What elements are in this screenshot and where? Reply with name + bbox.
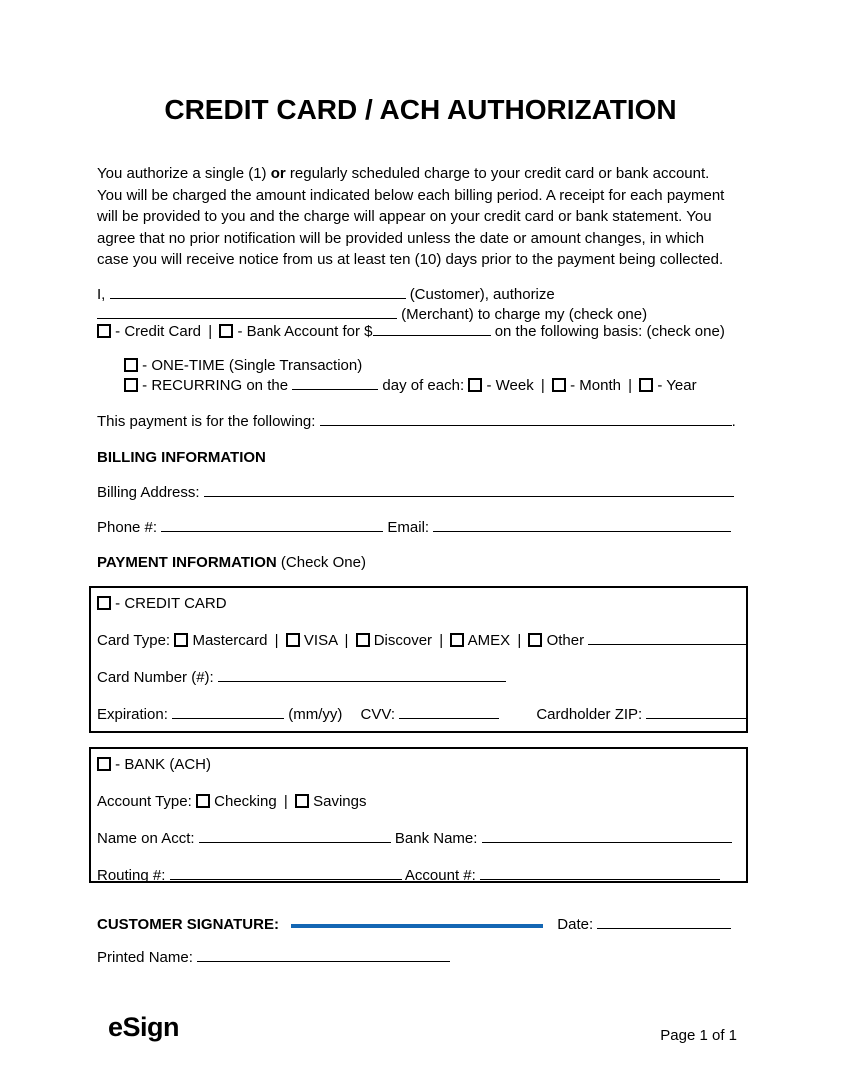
- customer-row: [97, 286, 555, 304]
- esign-logo: eSign: [108, 1012, 180, 1042]
- month-label: - Month: [570, 377, 621, 394]
- year-checkbox[interactable]: [639, 378, 653, 392]
- separator: |: [628, 377, 633, 394]
- visa-checkbox[interactable]: [286, 633, 300, 647]
- printed-name-label: Printed Name:: [97, 949, 193, 966]
- cardholder-zip-line[interactable]: [646, 706, 746, 719]
- savings-label: Savings: [313, 793, 367, 810]
- other-card-checkbox[interactable]: [528, 633, 542, 647]
- merchant-suffix: (Merchant) to charge my (check one): [401, 306, 648, 323]
- billing-address-row: [97, 484, 734, 502]
- phone-label: Phone #:: [97, 519, 158, 536]
- account-number-line[interactable]: [480, 867, 720, 880]
- payment-heading-note: (Check One): [280, 554, 366, 571]
- card-type-row: [97, 632, 736, 650]
- intro-line-2: You will be charged the amount indicated below each billing period. A receipt for each payment: [97, 186, 725, 204]
- routing-line[interactable]: [170, 867, 402, 880]
- mastercard-label: Mastercard: [192, 632, 268, 649]
- checking-label: Checking: [214, 793, 277, 810]
- credit-card-section: [89, 586, 748, 733]
- purpose-label: This payment is for the following:: [97, 413, 316, 430]
- one-time-row: [124, 357, 362, 375]
- name-bank-row: [97, 830, 736, 848]
- expiration-label: Expiration:: [97, 706, 168, 723]
- recurring-day-line[interactable]: [292, 377, 378, 390]
- account-number-label: Account #:: [404, 867, 476, 884]
- charge-method-row: [97, 323, 725, 341]
- separator: |: [274, 632, 279, 649]
- separator: |: [540, 377, 545, 394]
- intro-line-1: [97, 163, 757, 185]
- credit-card-section-checkbox[interactable]: [97, 596, 111, 610]
- date-line[interactable]: [597, 916, 731, 929]
- i-label: I,: [97, 286, 106, 303]
- intro-paragraph: [97, 163, 757, 271]
- billing-heading: BILLING INFORMATION: [97, 449, 266, 466]
- recurring-label: - RECURRING on the: [142, 377, 289, 394]
- visa-label: VISA: [303, 632, 338, 649]
- recurring-checkbox[interactable]: [124, 378, 138, 392]
- one-time-label: - ONE-TIME (Single Transaction): [142, 357, 363, 374]
- separator: |: [283, 793, 288, 810]
- account-type-row: [97, 793, 736, 811]
- cardholder-zip-label: Cardholder ZIP:: [536, 706, 643, 723]
- page-title: CREDIT CARD / ACH AUTHORIZATION: [164, 94, 677, 125]
- bank-section-title: - BANK (ACH): [115, 756, 212, 773]
- basis-suffix: on the following basis: (check one): [494, 323, 725, 340]
- week-checkbox[interactable]: [468, 378, 482, 392]
- bank-ach-section: [89, 747, 748, 883]
- merchant-row: [97, 306, 647, 324]
- payment-purpose-row: [97, 413, 736, 431]
- credit-card-option-label: - Credit Card: [115, 323, 202, 340]
- routing-label: Routing #:: [97, 867, 166, 884]
- phone-email-row: [97, 519, 731, 537]
- intro-line-1-pre: You authorize a single (1): [97, 165, 267, 182]
- billing-address-line[interactable]: [204, 484, 734, 497]
- email-line[interactable]: [433, 519, 731, 532]
- bank-account-checkbox[interactable]: [219, 324, 233, 338]
- card-number-row: [97, 669, 736, 687]
- discover-checkbox[interactable]: [356, 633, 370, 647]
- separator: |: [517, 632, 522, 649]
- discover-label: Discover: [373, 632, 433, 649]
- payment-heading: PAYMENT INFORMATION: [97, 554, 277, 571]
- purpose-period: .: [731, 413, 736, 430]
- credit-card-checkbox[interactable]: [97, 324, 111, 338]
- expiration-line[interactable]: [172, 706, 284, 719]
- intro-line-1-post: regularly scheduled charge to your credit card or bank account.: [289, 165, 710, 182]
- customer-signature-label: CUSTOMER SIGNATURE:: [97, 916, 279, 933]
- amex-label: AMEX: [467, 632, 511, 649]
- signature-line[interactable]: [291, 924, 543, 928]
- month-checkbox[interactable]: [552, 378, 566, 392]
- intro-line-1-bold: or: [270, 165, 286, 182]
- other-card-label: Other: [546, 632, 585, 649]
- amount-line[interactable]: [373, 323, 491, 336]
- printed-name-line[interactable]: [197, 949, 450, 962]
- checking-checkbox[interactable]: [196, 794, 210, 808]
- intro-line-3: will be provided to you and the charge will appear on your credit card or bank statement. You: [97, 208, 712, 226]
- separator: |: [439, 632, 444, 649]
- intro-line-4: agree that no prior notification will be provided unless the date or amount changes, in which: [97, 229, 705, 247]
- separator: |: [208, 323, 213, 340]
- savings-checkbox[interactable]: [295, 794, 309, 808]
- bank-account-option-label: - Bank Account for $: [237, 323, 373, 340]
- week-label: - Week: [486, 377, 534, 394]
- cvv-line[interactable]: [399, 706, 499, 719]
- bank-name-label: Bank Name:: [394, 830, 478, 847]
- recurring-row: [124, 377, 697, 395]
- one-time-checkbox[interactable]: [124, 358, 138, 372]
- cvv-label: CVV:: [360, 706, 395, 723]
- account-type-label: Account Type:: [97, 793, 192, 810]
- printed-name-row: [97, 949, 450, 967]
- intro-line-5: case you will receive notice from us at least ten (10) days prior to the payment being collected.: [97, 251, 724, 269]
- page-number: Page 1 of 1: [660, 1027, 737, 1044]
- email-label: Email:: [387, 519, 430, 536]
- bank-name-line[interactable]: [482, 830, 732, 843]
- merchant-name-line[interactable]: [97, 306, 397, 319]
- phone-line[interactable]: [161, 519, 383, 532]
- expiration-format: (mm/yy): [288, 706, 343, 723]
- customer-name-line[interactable]: [110, 286, 406, 299]
- mastercard-checkbox[interactable]: [174, 633, 188, 647]
- other-card-line[interactable]: [588, 632, 746, 645]
- customer-suffix: (Customer), authorize: [409, 286, 555, 303]
- card-number-line[interactable]: [218, 669, 506, 682]
- signature-row: [97, 916, 731, 934]
- separator: |: [344, 632, 349, 649]
- card-number-label: Card Number (#):: [97, 669, 214, 686]
- credit-card-title-row: [97, 595, 736, 613]
- billing-address-label: Billing Address:: [97, 484, 200, 501]
- date-label: Date:: [557, 916, 594, 933]
- expiration-row: [97, 706, 736, 724]
- payment-heading-row: [97, 554, 366, 572]
- name-on-acct-line[interactable]: [199, 830, 391, 843]
- bank-title-row: [97, 756, 736, 774]
- card-type-label: Card Type:: [97, 632, 171, 649]
- amex-checkbox[interactable]: [450, 633, 464, 647]
- bank-section-checkbox[interactable]: [97, 757, 111, 771]
- routing-account-row: [97, 867, 736, 885]
- name-on-acct-label: Name on Acct:: [97, 830, 195, 847]
- recurring-suffix: day of each:: [382, 377, 465, 394]
- purpose-line[interactable]: [320, 413, 732, 426]
- credit-card-section-title: - CREDIT CARD: [115, 595, 227, 612]
- year-label: - Year: [657, 377, 697, 394]
